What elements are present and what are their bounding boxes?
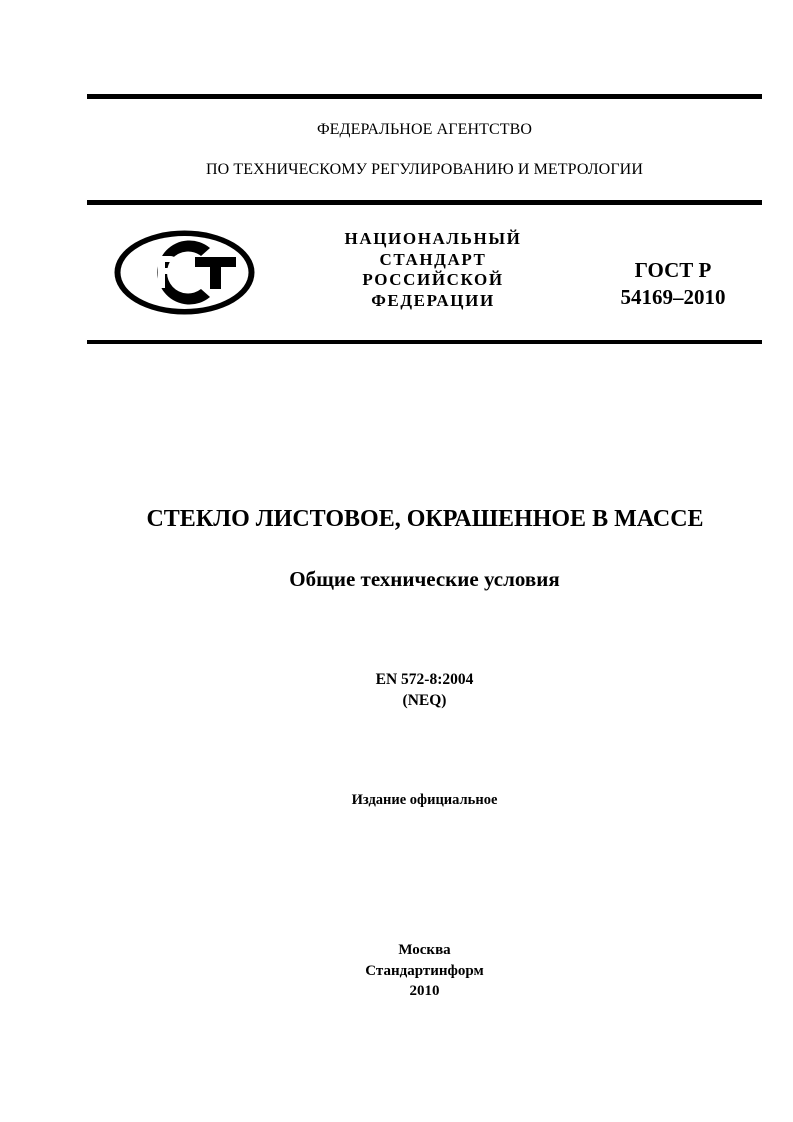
designation-line-1: ГОСТ Р	[634, 258, 712, 282]
edition-note: Издание официальное	[351, 792, 498, 808]
national-standard-line-1: НАЦИОНАЛЬНЫЙ	[344, 229, 522, 248]
reference-equivalence: (NEQ)	[402, 692, 447, 709]
national-standard-line-4: ФЕДЕРАЦИИ	[371, 290, 495, 310]
imprint-publisher: Стандартинформ	[365, 962, 484, 979]
bottom-rule	[87, 340, 762, 344]
top-rule	[87, 94, 762, 99]
national-standard-heading	[318, 229, 548, 311]
middle-rule	[87, 200, 762, 205]
national-standard-line-3: РОССИЙСКОЙ	[362, 270, 504, 289]
reference-standard	[87, 669, 762, 711]
national-standard-line-2: СТАНДАРТ	[379, 249, 487, 269]
document-subtitle: Общие технические условия	[289, 567, 560, 591]
agency-name-line-1: ФЕДЕРАЛЬНОЕ АГЕНТСТВО	[316, 121, 533, 138]
imprint-year: 2010	[409, 983, 440, 999]
rst-conformity-mark-icon	[112, 228, 257, 317]
imprint	[87, 940, 762, 1002]
reference-standard-number: EN 572-8:2004	[375, 671, 474, 688]
imprint-city: Москва	[398, 942, 451, 958]
document-title: СТЕКЛО ЛИСТОВОЕ, ОКРАШЕННОЕ В МАССЕ	[146, 506, 704, 532]
agency-name-line-2: ПО ТЕХНИЧЕСКОМУ РЕГУЛИРОВАНИЮ И МЕТРОЛОГИИ	[206, 161, 643, 178]
designation-line-2: 54169–2010	[620, 285, 726, 309]
standard-designation	[588, 257, 758, 311]
